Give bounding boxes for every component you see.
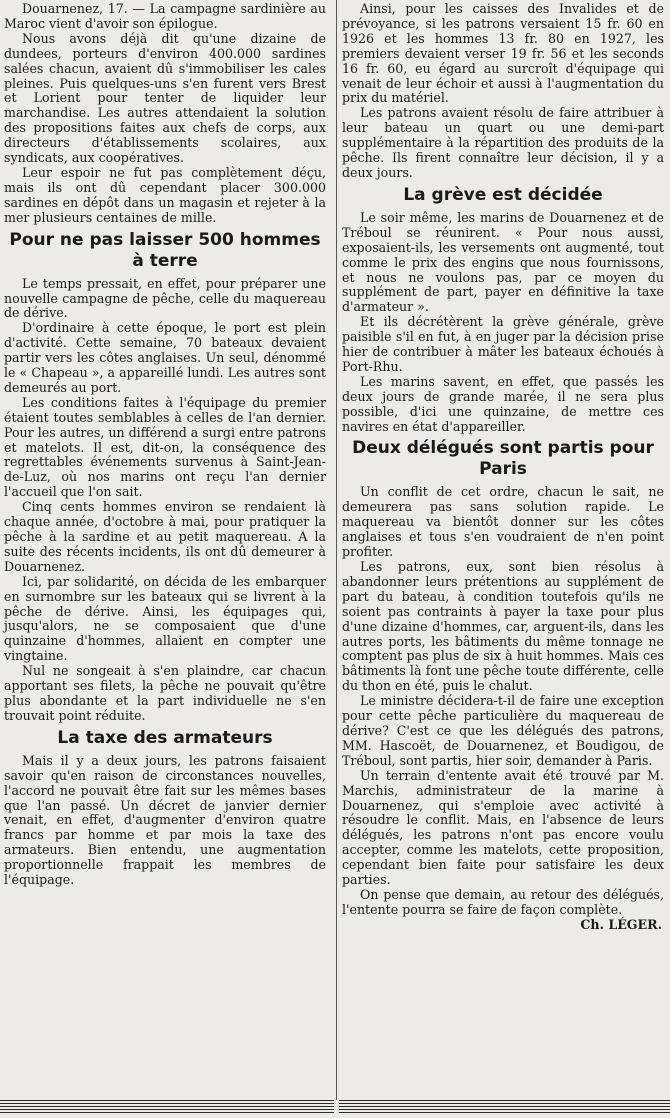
section-heading: La taxe des armateurs [57,727,273,748]
paragraph: Leur espoir ne fut pas complètement déçu, mais ils ont dû cependant placer 300.000 sardines en dépôt dans un magasin et rejeter à la mer plusieurs centaines de mille. [4,164,326,225]
paragraph: Les marins savent, en effet, que passés les deux jours de grande marée, il ne sera plus possible, d'ici une quinzaine, de mettre ces navires en état d'appareiller. [342,373,664,434]
paragraph: Nous avons déjà dit qu'une dizaine de dundees, porteurs d'environ 400.000 sardines salées chacun, avaient dû s'immobiliser les cales pleines. Puis quelques-uns s'en furent vers Brest et Lorient pour tenter de liquider leur marchandise. Les autres attendaient la solution des propositions faites aux chefs de corps, aux directeurs d'établissements scolaires, aux syndicats, aux coopératives. [4,30,326,166]
column-divider [336,0,337,1100]
author-signature [342,918,664,933]
paragraph: Le temps pressait, en effet, pour préparer une nouvelle campagne de pêche, celle du maquereau de dérive. [4,275,326,321]
paragraph: Le soir même, les marins de Douarnenez et de Tréboul se réunirent. « Pour nous aussi, exposaient-ils, les versements ont augmenté, tout comme le prix des engins que nous fournissons, et nous ne voulons pas, par ce moyen du supplément de part, payer en définitive la taxe d'armateur ». [342,209,664,315]
paragraph: D'ordinaire à cette époque, le port est plein d'activité. Cette semaine, 70 bateaux devaient partir vers les côtes anglaises. Un seul, dénommé le « Chapeau », a appareillé lundi. Les autres sont demeurés au port. [4,320,326,395]
section-heading: Pour ne pas laisser 500 hommes à terre [9,229,321,271]
paragraph: Nul ne songeait à s'en plaindre, car chacun apportant ses filets, la pêche ne pouvait qu'être plus abondante et la part individuelle ne s'en trouvait point réduite. [4,663,326,723]
right-column [342,2,664,933]
paragraph: Et ils décrétèrent la grève générale, grève paisible s'il en fut, à en juger par la décision prise hier de contribuer à mâter les bateaux échoués à Port-Rhu. [342,314,664,374]
paragraph: Les conditions faites à l'équipage du premier étaient toutes semblables à celles de l'an dernier. Pour les autres, un différend a surgi entre patrons et matelots. Il est, dit-on, la conséquence des regrettables événements survenus à Saint-Jean-de-Luz, où nos marins ont reçu l'an dernier l'accueil que l'on sait. [4,394,326,500]
paragraph: Le ministre décidera-t-il de faire une exception pour cette pêche particulière du maquereau de dérive? C'est ce que les délégués des patrons, MM. Hascoët, de Douarnenez, et Boudigou, de Tréboul, sont partis, hier soir, demander à Paris. [342,693,664,768]
paragraph: Les patrons, eux, sont bien résolus à abandonner leurs prétentions au supplément de part du bateau, à condition toutefois qu'ils ne soient pas contraints à payer la taxe pour plus d'une dizaine d'hommes, car, arguent-ils, dans les autres ports, les bâtiments du même tonnage ne comptent pas plus de six à huit hommes. Mais ces bâtiments là font une pêche toute différente, celle du thon en été, puis le chalut. [342,559,664,694]
paragraph: Ici, par solidarité, on décida de les embarquer en surnombre sur les bateaux qui se livrent à la pêche de dérive. Ainsi, les équipages qui, jusqu'alors, ne se composaient que d'une quinzaine d'hommes, allaient en compter une vingtaine. [4,573,326,664]
signature-text: Ch. LÉGER. [580,916,662,932]
paragraph: Douarnenez, 17. — La campagne sardinière au Maroc vient d'avoir son épilogue. [4,1,326,31]
paragraph: On pense que demain, au retour des délégués, l'entente pourra se faire de façon complète. [342,886,664,917]
section-heading: Deux délégués sont partis pour Paris [352,438,654,480]
bottom-rule-gap [334,1100,339,1114]
paragraph: Un terrain d'entente avait été trouvé par M. Marchis, administrateur de la marine à Douarnenez, qui s'emploie avec activité à résoudre le conflit. Mais, en l'absence de leurs délégués, les patrons n'ont pas encore voulu accepter, comme les matelots, cette proposition, cependant bien faite pour satisfaire les deux parties. [342,767,664,888]
paragraph: Les patrons avaient résolu de faire attribuer à leur bateau un quart ou une demi-part supplémentaire à la répartition des produits de la pêche. Ils firent connaître leur décision, il y a deux jours. [342,105,664,180]
section-heading: La grève est décidée [403,184,603,205]
paragraph: Un conflit de cet ordre, chacun le sait, ne demeurera pas sans solution rapide. Le maquereau va bientôt donner sur les côtes anglaises et tous s'en voudraient de n'en point profiter. [342,484,664,560]
paragraph: Mais il y a deux jours, les patrons faisaient savoir qu'en raison de circonstances nouvelles, l'accord ne pouvait être fait sur les mêmes bases que l'an passé. Un décret de janvier dernier venait, en effet, d'augmenter d'environ quatre francs par homme et par mois la taxe des armateurs. Bien entendu, une augmentation proportionnelle frappait les membres de l'équipage. [4,752,326,888]
left-column [4,2,326,888]
paragraph: Cinq cents hommes environ se rendaient là chaque année, d'octobre à mai, pour pratiquer la pêche à la sardine et au petit maquereau. A la suite des récents incidents, ils ont dû demeurer à Douarnenez. [4,499,326,574]
paragraph: Ainsi, pour les caisses des Invalides et de prévoyance, si les patrons versaient 15 fr. 60 en 1926 et les hommes 13 fr. 80 en 1927, les premiers devaient verser 19 fr. 56 et les seconds 16 fr. 60, eu égard au surcroît d'équipage qui venait de leur échoir et aussi à l'augmentation du prix du matériel. [342,1,664,106]
